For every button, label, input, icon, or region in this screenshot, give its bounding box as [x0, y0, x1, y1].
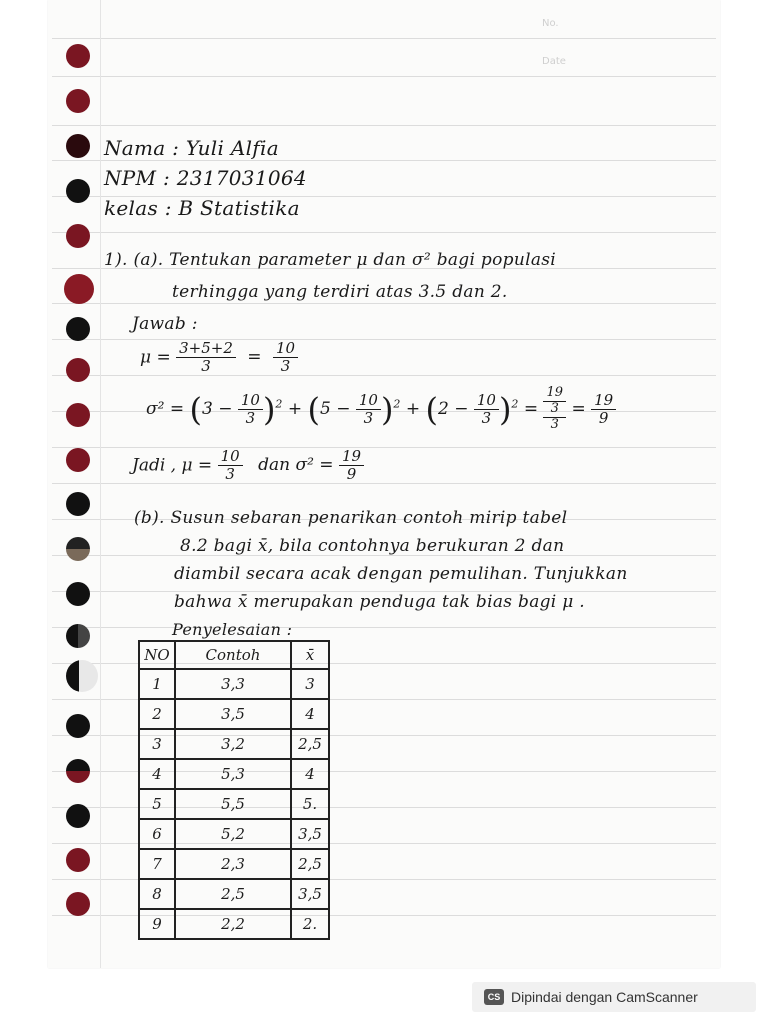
binding-hole: [66, 537, 90, 561]
table-cell: 3,5: [175, 699, 291, 729]
binding-hole: [66, 89, 90, 113]
binding-hole: [66, 759, 90, 783]
binding-hole: [66, 403, 90, 427]
binding-hole: [66, 358, 90, 382]
q1b-line4: bahwa x̄ merupakan penduga tak bias bagi μ .: [174, 592, 586, 612]
table-cell: 5,5: [175, 789, 291, 819]
table-cell: 9: [139, 909, 175, 939]
table-cell: 5.: [291, 789, 329, 819]
table-cell: 2: [139, 699, 175, 729]
binding-hole: [66, 892, 90, 916]
table-cell: 2,5: [175, 879, 291, 909]
sigma-equation: σ² = (3 − $\frac{10}{3}$ )$^2$ + (5 − $\frac{10}{3}$ )$^2$ + (2 − $\frac{10}{3}$ )$^2$ = 19 3 3 = $\frac{19}{9}$: [146, 386, 616, 433]
table-row: [139, 849, 329, 879]
table-row: [139, 669, 329, 699]
jadi-line: Jadi , μ = $\frac{10}{3}$ dan σ² = $\frac{19}{9}$: [132, 448, 364, 484]
table-cell: 4: [139, 759, 175, 789]
table-row: [139, 879, 329, 909]
camscanner-logo-icon: CS: [484, 989, 504, 1005]
binding-hole: [66, 492, 90, 516]
binding-hole: [66, 134, 90, 158]
table-cell: 1: [139, 669, 175, 699]
table-cell: 8: [139, 879, 175, 909]
table-row: [139, 789, 329, 819]
table-cell: 7: [139, 849, 175, 879]
table-cell: 3,5: [291, 879, 329, 909]
table-header-contoh: Contoh: [175, 641, 291, 669]
mu-equation: μ = $\frac{3+5+2}{3}$ = $\frac{10}{3}$: [140, 340, 298, 376]
camscanner-watermark: [472, 982, 756, 1012]
binding-hole: [66, 179, 90, 203]
header-date-label: Date: [542, 56, 566, 67]
binding-hole: [66, 448, 90, 472]
table-row: [139, 819, 329, 849]
binding-hole: [66, 582, 90, 606]
header-no-label: No.: [542, 18, 559, 29]
table-row: [139, 699, 329, 729]
binding-hole: [66, 714, 90, 738]
table-cell: 3,2: [175, 729, 291, 759]
binding-hole: [64, 274, 94, 304]
table-row: [139, 909, 329, 939]
table-cell: 3,5: [291, 819, 329, 849]
table-header-row: [139, 641, 329, 669]
nama-line: Nama : Yuli Alfia: [104, 136, 279, 160]
table-cell: 2.: [291, 909, 329, 939]
table-cell: 2,2: [175, 909, 291, 939]
table-cell: 5: [139, 789, 175, 819]
binding-hole: [66, 848, 90, 872]
table-cell: 5,2: [175, 819, 291, 849]
table-cell: 3: [139, 729, 175, 759]
table-cell: 2,5: [291, 729, 329, 759]
table-cell: 5,3: [175, 759, 291, 789]
binding-hole: [66, 660, 98, 692]
q1b-line3: diambil secara acak dengan pemulihan. Tunjukkan: [174, 564, 628, 584]
sampling-table: [138, 640, 330, 940]
jawab-label: Jawab :: [132, 314, 198, 334]
table-cell: 3: [291, 669, 329, 699]
binding-hole: [66, 224, 90, 248]
table-row: [139, 729, 329, 759]
table-header-no: NO: [139, 641, 175, 669]
q1b-line1: (b). Susun sebaran penarikan contoh mirip tabel: [134, 508, 568, 528]
table-cell: 4: [291, 759, 329, 789]
table-cell: 3,3: [175, 669, 291, 699]
table-cell: 2,5: [291, 849, 329, 879]
penyelesaian-label: Penyelesaian :: [172, 620, 293, 639]
q1a-line2: terhingga yang terdiri atas 3.5 dan 2.: [172, 282, 508, 302]
table-cell: 6: [139, 819, 175, 849]
binding-hole: [66, 317, 90, 341]
q1a-line1: 1). (a). Tentukan parameter μ dan σ² bagi populasi: [104, 250, 557, 270]
q1b-line2: 8.2 bagi x̄, bila contohnya berukuran 2 dan: [180, 536, 565, 556]
table-header-xbar: x̄: [291, 641, 329, 669]
margin-line: [100, 0, 101, 968]
camscanner-text: Dipindai dengan CamScanner: [511, 989, 698, 1005]
table-cell: 4: [291, 699, 329, 729]
binding-hole: [66, 624, 90, 648]
npm-line: NPM : 2317031064: [104, 166, 307, 190]
kelas-line: kelas : B Statistika: [104, 196, 300, 220]
table-cell: 2,3: [175, 849, 291, 879]
binding-hole: [66, 44, 90, 68]
binding-hole: [66, 804, 90, 828]
table-row: [139, 759, 329, 789]
